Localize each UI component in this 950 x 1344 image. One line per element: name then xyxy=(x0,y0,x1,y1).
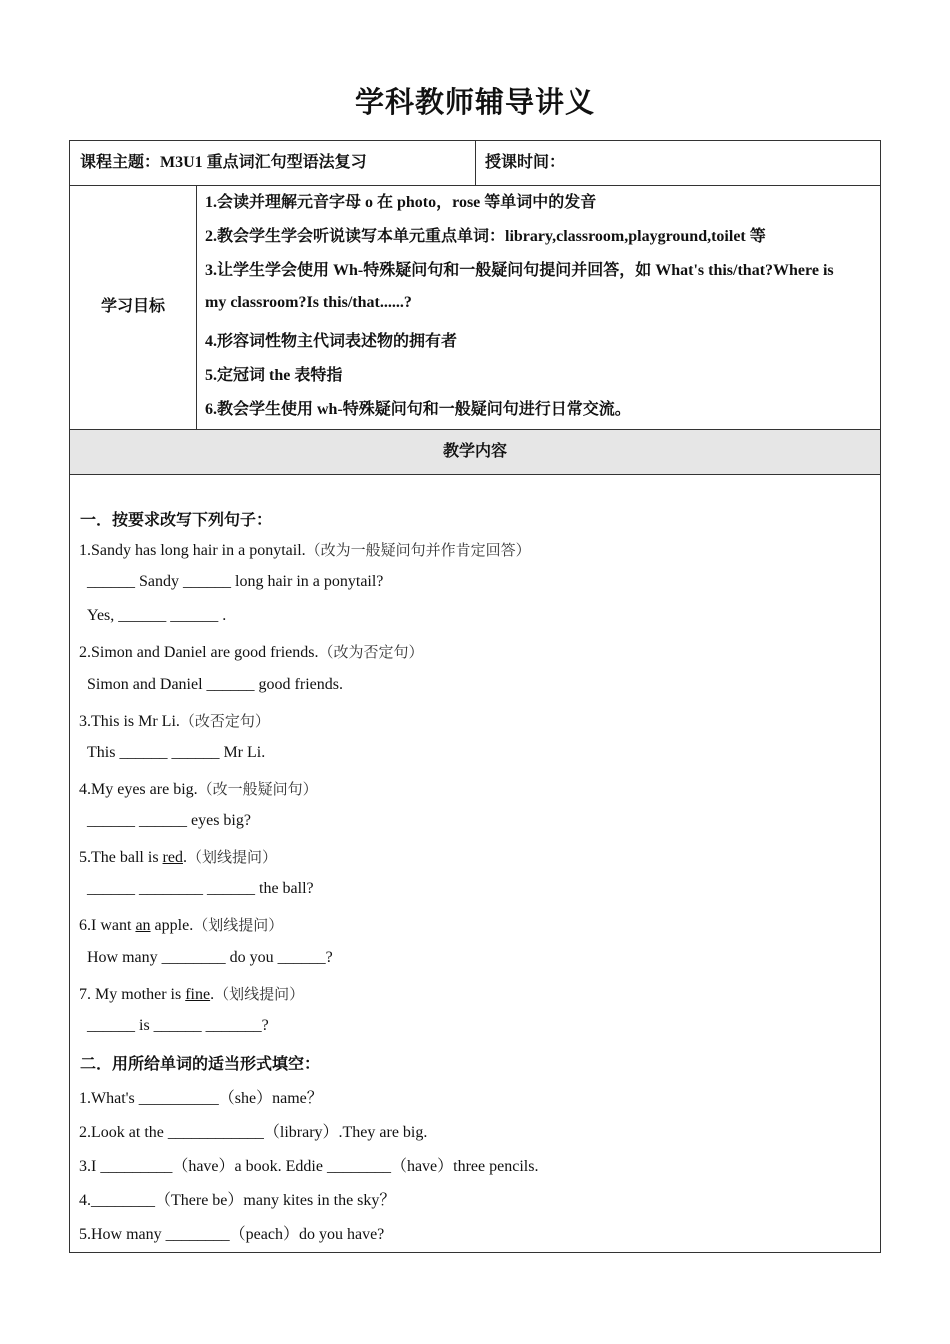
question-3 xyxy=(79,710,270,731)
underlined-word: an xyxy=(135,917,151,934)
question-text: 3.This is Mr Li. xyxy=(79,713,180,730)
objective-item: 5.定冠词 the 表特指 xyxy=(205,367,343,384)
section1-heading: 一．按要求改写下列句子： xyxy=(80,512,273,529)
course-topic: 课程主题：M3U1 重点词汇句型语法复习 xyxy=(80,154,367,171)
objective-item: 2.教会学生学会听说读写本单元重点单词：library,classroom,playground,toilet 等 xyxy=(205,228,766,245)
objectives-list xyxy=(196,185,881,430)
question-instruction: （改一般疑问句） xyxy=(197,780,318,798)
answer-line: ______ ________ ______ the ball? xyxy=(87,880,314,897)
page-title: 学科教师辅导讲义 xyxy=(354,87,595,119)
question-2 xyxy=(79,641,424,662)
answer-line: ______ ______ eyes big? xyxy=(87,812,251,829)
question-4 xyxy=(79,778,318,799)
question-instruction: （划线提问） xyxy=(186,848,277,866)
question-5 xyxy=(79,846,277,867)
topic-cell xyxy=(69,140,476,186)
question-instruction: （改为否定句） xyxy=(318,643,424,661)
objective-item: 1.会读并理解元音字母 o 在 photo，rose 等单词中的发音 xyxy=(205,194,597,211)
question-instruction: （划线提问） xyxy=(214,985,305,1003)
teaching-content xyxy=(69,474,881,1253)
answer-line: Simon and Daniel ______ good friends. xyxy=(87,676,343,693)
fill-item: 3.I _________（have）a book. Eddie ________（have）three pencils. xyxy=(79,1158,539,1175)
answer-line: ______ Sandy ______ long hair in a ponytail? xyxy=(87,573,384,590)
answer-line: How many ________ do you ______? xyxy=(87,949,333,966)
objective-item-continued: my classroom?Is this/that......? xyxy=(205,294,412,311)
question-text: 7. My mother is xyxy=(79,986,186,1003)
section2-heading: 二．用所给单词的适当形式填空： xyxy=(80,1056,321,1073)
content-header-cell xyxy=(69,429,881,475)
answer-line: Yes, ______ ______ . xyxy=(87,607,227,624)
question-instruction: （改否定句） xyxy=(179,712,270,730)
fill-item: 5.How many ________（peach）do you have? xyxy=(79,1226,385,1243)
lesson-time-label: 授课时间： xyxy=(485,154,566,171)
objective-item: 3.让学生学会使用 Wh-特殊疑问句和一般疑问句提问并回答，如 What's this/that?Where is xyxy=(205,262,834,279)
fill-item: 1.What's __________（she）name？ xyxy=(79,1090,323,1107)
answer-line: ______ is ______ _______? xyxy=(87,1017,269,1034)
question-text: 4.My eyes are big. xyxy=(79,781,198,798)
underlined-word: fine xyxy=(185,986,211,1003)
objective-item: 6.教会学生使用 wh-特殊疑问句和一般疑问句进行日常交流。 xyxy=(205,401,631,418)
fill-item: 4.________（There be）many kites in the sky？ xyxy=(79,1192,396,1209)
content-header: 教学内容 xyxy=(442,443,507,460)
objectives-label: 学习目标 xyxy=(101,298,166,315)
question-text-end: . xyxy=(210,986,215,1003)
fill-item: 2.Look at the ____________（library）.They are big. xyxy=(79,1124,428,1141)
objectives-label-cell xyxy=(69,185,197,430)
question-text: 6.I want xyxy=(79,917,136,934)
question-text-end: . xyxy=(182,849,187,866)
question-text-end: apple. xyxy=(150,917,194,934)
question-text: 1.Sandy has long hair in a ponytail. xyxy=(79,542,306,559)
objective-item: 4.形容词性物主代词表述物的拥有者 xyxy=(205,333,458,350)
question-text: 5.The ball is xyxy=(79,849,163,866)
question-6 xyxy=(79,914,283,935)
question-7 xyxy=(79,983,304,1004)
underlined-word: red xyxy=(162,849,183,866)
question-1 xyxy=(79,539,531,560)
question-text: 2.Simon and Daniel are good friends. xyxy=(79,644,319,661)
answer-line: This ______ ______ Mr Li. xyxy=(87,744,266,761)
question-instruction: （划线提问） xyxy=(193,916,284,934)
time-cell xyxy=(475,140,881,186)
question-instruction: （改为一般疑问句并作肯定回答） xyxy=(305,541,531,559)
